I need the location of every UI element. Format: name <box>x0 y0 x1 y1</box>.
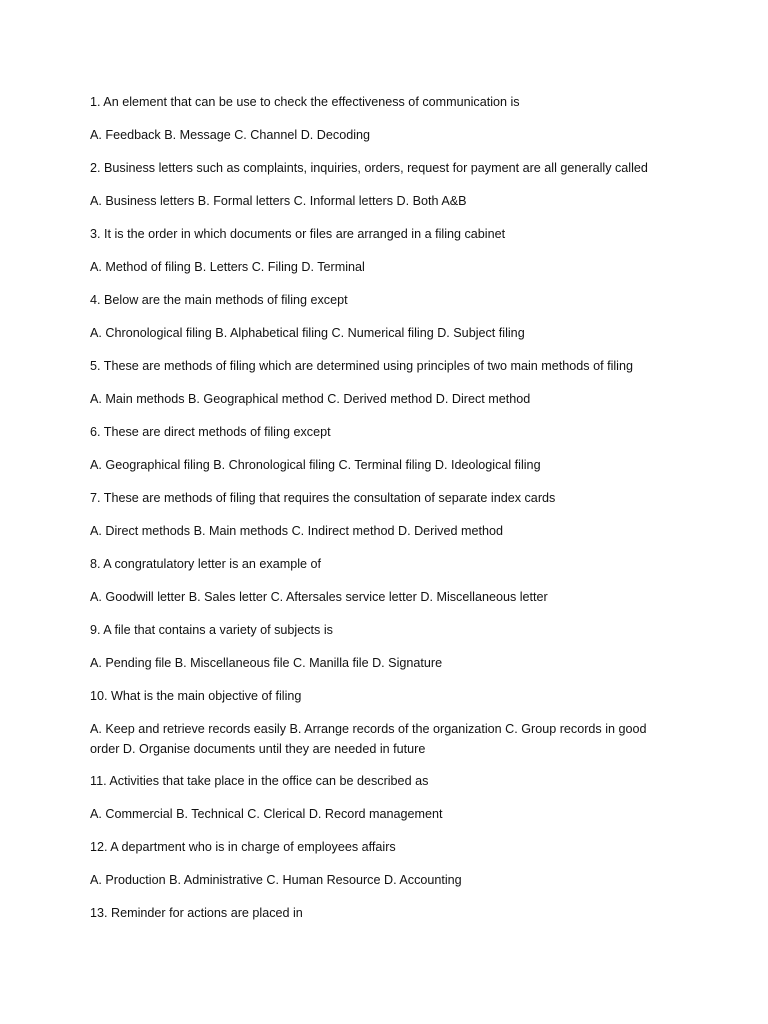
answers-9: A. Pending file B. Miscellaneous file C. Manilla file D. Signature <box>90 656 443 670</box>
question-1: 1. An element that can be use to check the effectiveness of communication is <box>90 95 520 109</box>
answers-3: A. Method of filing B. Letters C. Filing D. Terminal <box>90 260 365 274</box>
answers-5: A. Main methods B. Geographical method C. Derived method D. Direct method <box>90 392 531 406</box>
answers-2: A. Business letters B. Formal letters C. Informal letters D. Both A&B <box>90 194 467 208</box>
question-12: 12. A department who is in charge of employees affairs <box>90 840 396 854</box>
question-10: 10. What is the main objective of filing <box>90 689 302 703</box>
answers-7: A. Direct methods B. Main methods C. Indirect method D. Derived method <box>90 524 503 538</box>
answers-6: A. Geographical filing B. Chronological filing C. Terminal filing D. Ideological filing <box>90 458 541 472</box>
answers-1: A. Feedback B. Message C. Channel D. Decoding <box>90 128 371 142</box>
question-5: 5. These are methods of filing which are determined using principles of two main methods of filing <box>90 359 633 373</box>
answers-8: A. Goodwill letter B. Sales letter C. Aftersales service letter D. Miscellaneous letter <box>90 590 548 604</box>
answers-10: A. Keep and retrieve records easily B. Arrange records of the organization C. Group records in good order D. Organise documents until they are needed in future <box>90 722 647 756</box>
question-8: 8. A congratulatory letter is an example of <box>90 557 322 571</box>
answers-12: A. Production B. Administrative C. Human Resource D. Accounting <box>90 873 462 887</box>
question-2: 2. Business letters such as complaints, inquiries, orders, request for payment are all generally called <box>90 161 648 175</box>
document-page <box>90 92 665 936</box>
question-13: 13. Reminder for actions are placed in <box>90 906 303 920</box>
question-3: 3. It is the order in which documents or files are arranged in a filing cabinet <box>90 227 506 241</box>
question-9: 9. A file that contains a variety of subjects is <box>90 623 333 637</box>
answers-11: A. Commercial B. Technical C. Clerical D. Record management <box>90 807 443 821</box>
question-6: 6. These are direct methods of filing except <box>90 425 331 439</box>
question-11: 11. Activities that take place in the office can be described as <box>90 774 429 788</box>
question-4: 4. Below are the main methods of filing except <box>90 293 348 307</box>
question-7: 7. These are methods of filing that requires the consultation of separate index cards <box>90 491 556 505</box>
answers-4: A. Chronological filing B. Alphabetical filing C. Numerical filing D. Subject filing <box>90 326 525 340</box>
